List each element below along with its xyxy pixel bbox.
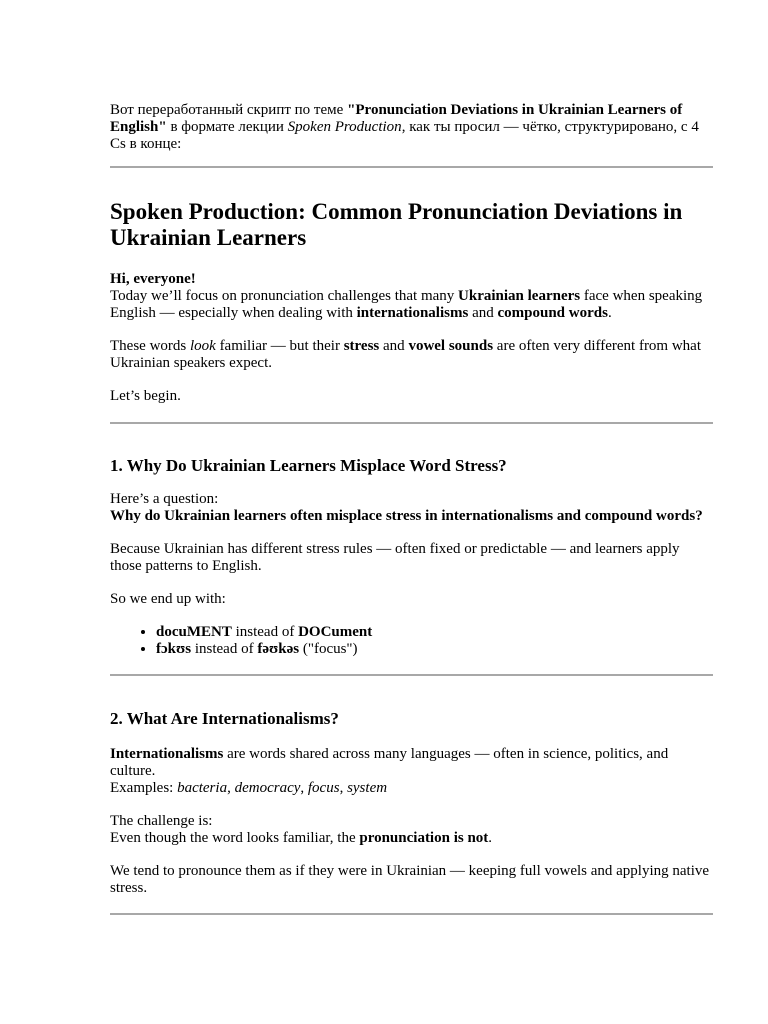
wrong-stress: docuMENT [156, 624, 232, 640]
focus-text: Today we’ll focus on pronunciation challenges that many [110, 288, 459, 304]
focus-text: . [607, 305, 612, 321]
list-text: instead of [191, 641, 258, 657]
list-item [156, 624, 713, 641]
challenge-text: Even though the word looks familiar, the [110, 830, 360, 846]
question-intro: Here’s a question: [110, 491, 219, 507]
section-2-heading: 2. What Are Internationalisms? [110, 709, 339, 728]
list-text: instead of [231, 624, 299, 640]
challenge-text: . [488, 830, 493, 846]
tend-paragraph: We tend to pronounce them as if they were in Ukrainian — keeping full vowels and applying native stress. [110, 863, 710, 896]
greeting [110, 271, 713, 288]
challenge-bold: pronunciation is not [359, 830, 489, 846]
stress-examples-list [110, 624, 713, 658]
words-bold: stress [343, 338, 380, 354]
words-paragraph [110, 338, 713, 372]
list-note: ("focus") [299, 641, 358, 657]
intro-paragraph [110, 102, 713, 153]
intro-text: в формате лекции [166, 119, 288, 135]
words-text: are often very different from what Ukrainian speakers expect. [110, 338, 702, 371]
example-word: bacteria [177, 780, 228, 796]
correct-stress: DOCument [298, 624, 373, 640]
challenge-paragraph [110, 830, 713, 847]
focus-bold: internationalisms [356, 305, 469, 321]
correct-stress: fəʊkəs [257, 641, 300, 657]
challenge-label: The challenge is: [110, 813, 213, 829]
words-text: These words [110, 338, 190, 354]
page-title: Spoken Production: Common Pronunciation Deviations in Ukrainian Learners [110, 199, 683, 250]
intro-topic: "Pronunciation Deviations in Ukrainian Learners of English" [110, 102, 683, 135]
question [110, 508, 713, 525]
definition-paragraph [110, 746, 713, 780]
example-word: democracy [234, 780, 301, 796]
document-page [110, 102, 713, 915]
wrong-stress: fɔkʊs [156, 641, 192, 657]
words-bold: vowel sounds [408, 338, 494, 354]
divider [110, 166, 713, 168]
end-up-paragraph: So we end up with: [110, 591, 226, 607]
example-word: system [347, 780, 388, 796]
divider [110, 422, 713, 424]
examples-label: Examples: [110, 780, 178, 796]
intro-text: , как ты просил — чётко, структурировано, с 4 Cs в конце: [110, 119, 699, 152]
words-italic: look [189, 338, 216, 354]
focus-text: face when speaking English — especially when dealing with [110, 288, 703, 321]
separator: , [339, 780, 348, 796]
words-text: familiar — but their [215, 338, 344, 354]
separator: , [227, 780, 235, 796]
list-item [156, 641, 713, 658]
focus-bold: Ukrainian learners [458, 288, 581, 304]
greeting-text: Hi, everyone! [110, 271, 196, 287]
examples-line [110, 780, 713, 797]
definition-text: are words shared across many languages — often in science, politics, and culture. [110, 746, 669, 779]
question-text: Why do Ukrainian learners often misplace stress in internationalisms and compound words? [110, 508, 703, 524]
focus-text: and [468, 305, 498, 321]
intro-text: Вот переработанный скрипт по теме [110, 102, 348, 118]
separator: , [300, 780, 308, 796]
divider [110, 913, 713, 915]
example-word: focus [307, 780, 340, 796]
intro-format: Spoken Production [287, 119, 402, 135]
focus-paragraph [110, 288, 713, 322]
divider [110, 674, 713, 676]
focus-bold: compound words [497, 305, 608, 321]
definition-term: Internationalisms [110, 746, 224, 762]
begin-paragraph: Let’s begin. [110, 388, 181, 404]
words-text: and [379, 338, 409, 354]
section-1-heading: 1. Why Do Ukrainian Learners Misplace Word Stress? [110, 456, 507, 475]
because-paragraph: Because Ukrainian has different stress rules — often fixed or predictable — and learners apply those patterns to English. [110, 541, 680, 574]
